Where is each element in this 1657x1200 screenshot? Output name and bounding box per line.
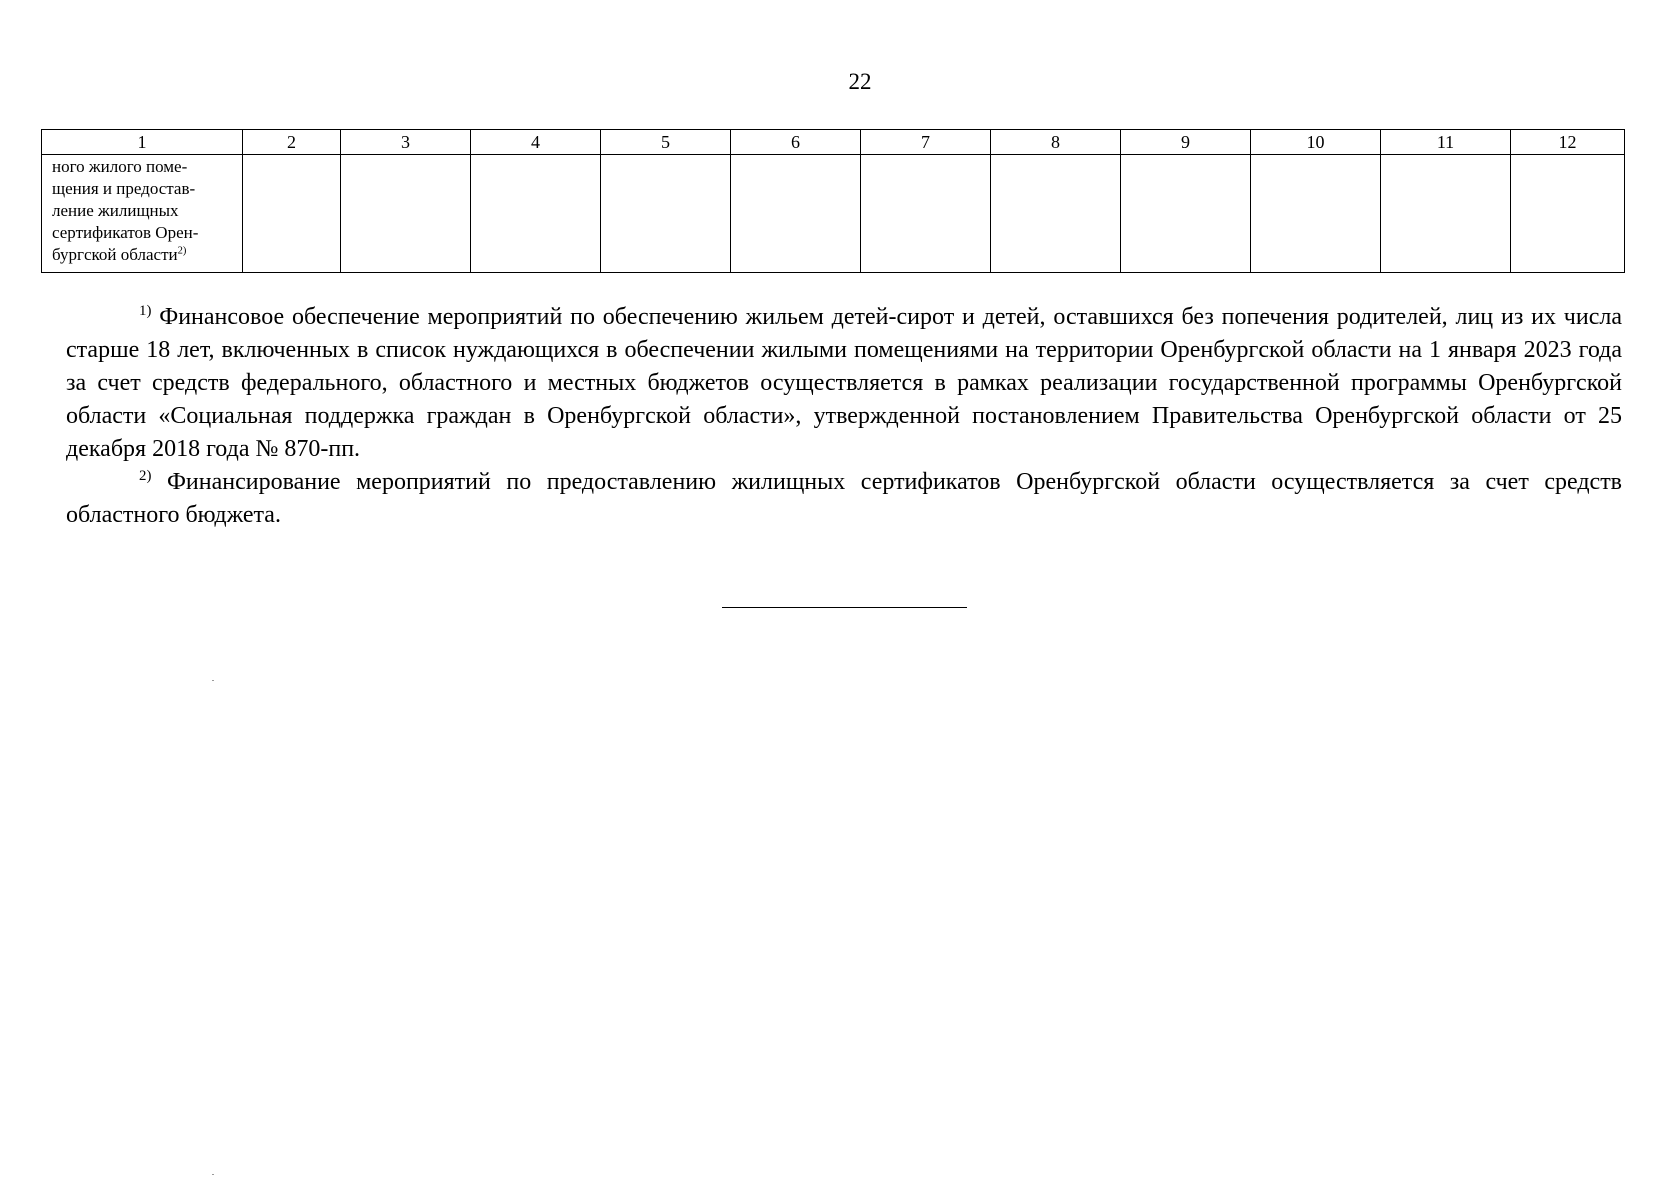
footnote-2	[66, 466, 1622, 532]
empty-cell	[991, 155, 1121, 273]
column-number: 11	[1381, 130, 1511, 155]
table-header-row	[42, 130, 1625, 155]
cell-text-line: сертификатов Орен-	[52, 223, 199, 242]
column-number: 4	[471, 130, 601, 155]
footnote-reference: 2)	[177, 245, 187, 257]
footnote-1	[66, 301, 1622, 466]
footnote-mark: 2)	[139, 468, 152, 484]
footnote-text: Финансирование мероприятий по предоставлению жилищных сертификатов Оренбургской области осуществляется за счет средств областного бюджета.	[66, 469, 1623, 528]
empty-cell	[341, 155, 471, 273]
column-number: 6	[731, 130, 861, 155]
row-description-cell	[42, 155, 243, 273]
empty-cell	[731, 155, 861, 273]
data-table	[41, 129, 1625, 273]
column-number: 10	[1251, 130, 1381, 155]
column-number: 12	[1511, 130, 1625, 155]
cell-text-line: щения и предостав-	[52, 179, 196, 198]
end-of-document-rule	[722, 607, 967, 608]
scan-speck	[212, 680, 214, 681]
cell-text-line: ление жилищных	[52, 201, 179, 220]
empty-cell	[471, 155, 601, 273]
column-number: 8	[991, 130, 1121, 155]
cell-text-line: ного жилого поме-	[52, 157, 188, 176]
column-number: 1	[42, 130, 243, 155]
empty-cell	[1381, 155, 1511, 273]
empty-cell	[601, 155, 731, 273]
empty-cell	[243, 155, 341, 273]
table-row	[42, 155, 1625, 273]
page-number: 22	[848, 69, 872, 94]
footnote-text: Финансовое обеспечение мероприятий по обеспечению жильем детей-сирот и детей, оставшихся без попечения родителей, лиц из их числа старше 18 лет, включенных в список нуждающихся в обеспечении жилыми помещениями на территории Оренбургской области на 1 января 2023 года за счет средств федерального, областного и местных бюджетов осуществляется в рамках реализации государственной программы Оренбургской области «Социальная поддержка граждан в Оренбургской области», утвержденной постановлением Правительства Оренбургской области от 25 декабря 2018 года № 870-пп.	[66, 304, 1623, 462]
column-number: 3	[341, 130, 471, 155]
footnotes	[66, 301, 1622, 532]
empty-cell	[1251, 155, 1381, 273]
footnote-mark: 1)	[139, 303, 152, 319]
column-number: 7	[861, 130, 991, 155]
column-number: 9	[1121, 130, 1251, 155]
column-number: 5	[601, 130, 731, 155]
cell-text-line-last	[52, 244, 238, 266]
column-number: 2	[243, 130, 341, 155]
empty-cell	[1511, 155, 1625, 273]
empty-cell	[861, 155, 991, 273]
cell-text: бургской области	[52, 245, 178, 264]
empty-cell	[1121, 155, 1251, 273]
scan-speck	[212, 1174, 214, 1175]
